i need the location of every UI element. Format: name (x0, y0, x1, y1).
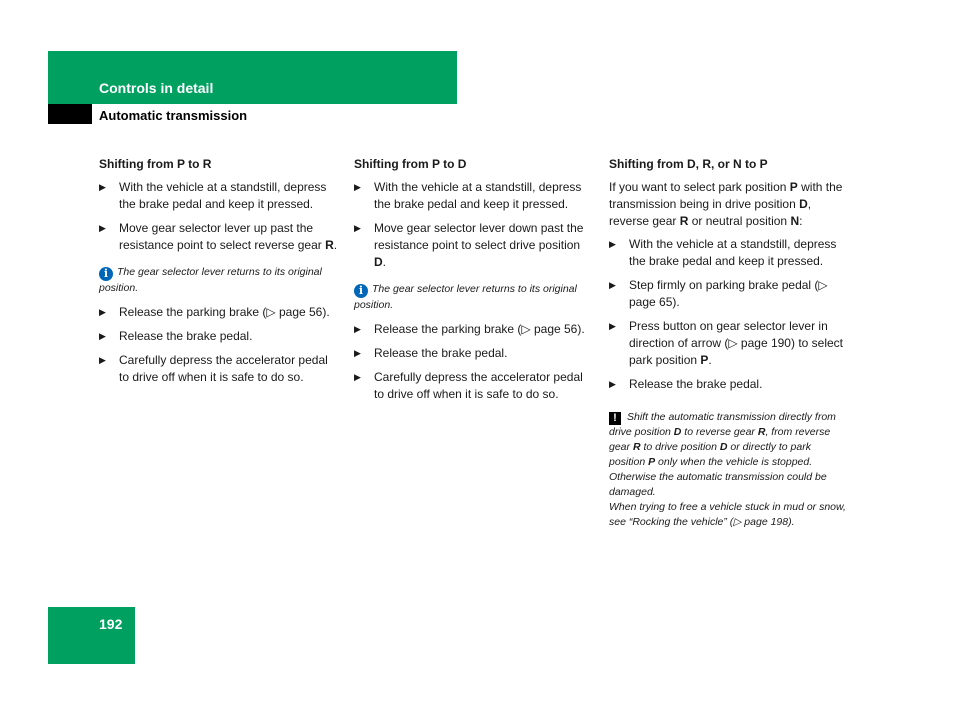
step: ▶ Release the brake pedal. (354, 346, 508, 360)
warning-extra: When trying to free a vehicle stuck in mud or snow, see “Rocking the vehicle” (▷ page 198). (609, 501, 846, 528)
column-heading: Shifting from D, R, or N to P (609, 157, 768, 171)
intro-paragraph: If you want to select park position P with the transmission being in drive position D, reverse gear R or neutral position N: (609, 180, 843, 228)
column-heading: Shifting from P to R (99, 157, 212, 171)
bullet-arrow-icon: ▶ (99, 355, 106, 365)
info-note: i The gear selector lever returns to its original position. (354, 283, 577, 311)
step: ▶ Release the brake pedal. (99, 329, 253, 343)
bullet-arrow-icon: ▶ (609, 239, 616, 249)
bullet-arrow-icon: ▶ (354, 182, 361, 192)
bullet-arrow-icon: ▶ (99, 182, 106, 192)
step: ▶ With the vehicle at a standstill, depress the brake pedal and keep it pressed. (354, 180, 582, 211)
bullet-arrow-icon: ▶ (609, 280, 616, 290)
column-p-to-r (99, 156, 339, 393)
step: ▶ Release the parking brake (▷ page 56). (99, 305, 330, 319)
step: ▶ Release the parking brake (▷ page 56). (354, 322, 585, 336)
step: ▶ Move gear selector lever down past the resistance point to select drive position D. (354, 221, 584, 269)
column-heading: Shifting from P to D (354, 157, 467, 171)
bullet-arrow-icon: ▶ (354, 223, 361, 233)
bullet-arrow-icon: ▶ (354, 372, 361, 382)
warning-icon: ! (609, 412, 621, 425)
bullet-arrow-icon: ▶ (354, 324, 361, 334)
step: ▶ Carefully depress the accelerator pedal to drive off when it is safe to do so. (354, 370, 583, 401)
bullet-arrow-icon: ▶ (99, 307, 106, 317)
step: ▶ With the vehicle at a standstill, depress the brake pedal and keep it pressed. (99, 180, 327, 211)
bullet-arrow-icon: ▶ (99, 331, 106, 341)
bullet-arrow-icon: ▶ (99, 223, 106, 233)
bullet-arrow-icon: ▶ (609, 321, 616, 331)
step: ▶ Press button on gear selector lever in direction of arrow (▷ page 190) to select park position P. (609, 319, 844, 367)
info-note: i The gear selector lever returns to its original position. (99, 266, 322, 294)
warning-note: ! Shift the automatic transmission directly from drive position D to reverse gear R, from reverse gear R to drive position D or directly to park position P only when the vehicle is stopped. Otherwise the automatic transmission could be damaged. When trying to free a vehicle stuck in mud or snow, see “Rocking the vehicle” (▷ page 198). (609, 411, 846, 528)
column-p-to-d (354, 156, 594, 410)
chapter-title: Controls in detail (99, 80, 214, 96)
bullet-arrow-icon: ▶ (354, 348, 361, 358)
page-number: 192 (99, 616, 123, 632)
chapter-header-band (48, 51, 457, 104)
step: ▶ Step firmly on parking brake pedal (▷ page 65). (609, 278, 828, 309)
column-to-p (609, 156, 847, 530)
step: ▶ Carefully depress the accelerator pedal to drive off when it is safe to do so. (99, 353, 328, 384)
info-icon: i (99, 267, 113, 281)
step: ▶ Move gear selector lever up past the resistance point to select reverse gear R. (99, 221, 338, 252)
step: ▶ With the vehicle at a standstill, depress the brake pedal and keep it pressed. (609, 237, 837, 268)
section-marker (48, 104, 92, 124)
section-title: Automatic transmission (99, 108, 248, 123)
info-icon: i (354, 284, 368, 298)
step: ▶ Release the brake pedal. (609, 377, 763, 391)
bullet-arrow-icon: ▶ (609, 379, 616, 389)
